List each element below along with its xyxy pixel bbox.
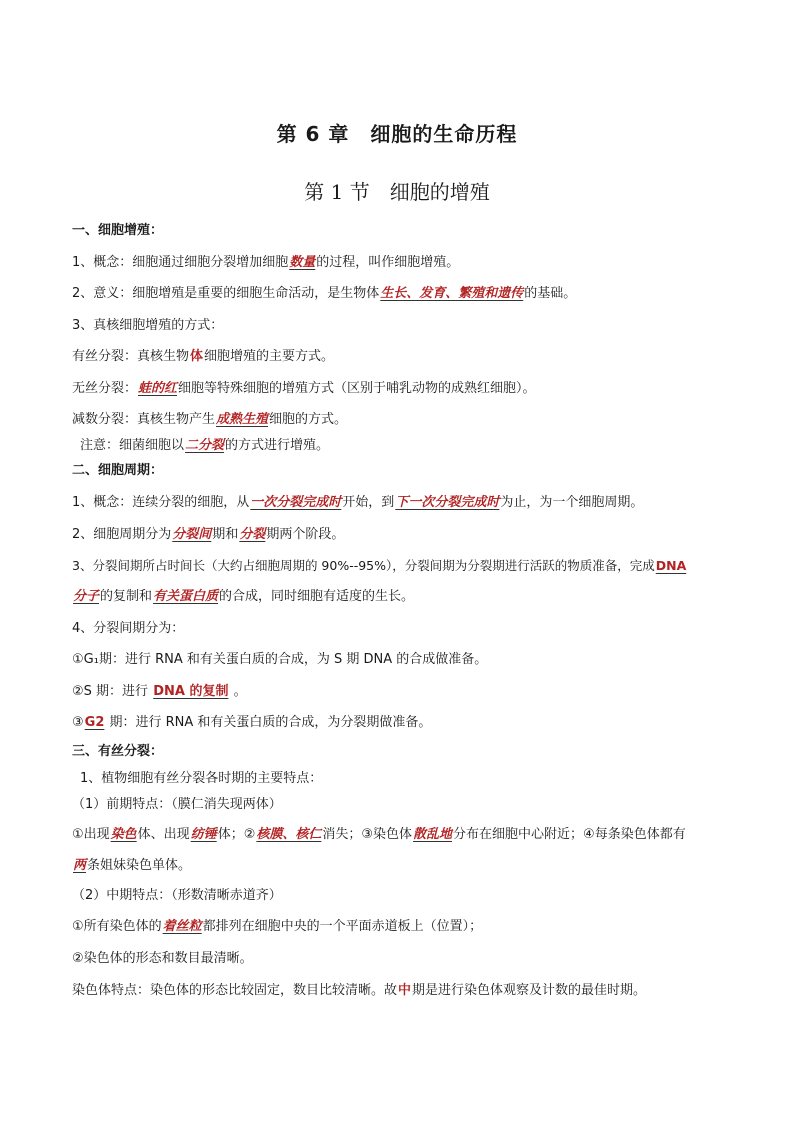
text: 无丝分裂： [72,381,138,396]
text: 1、概念：连续分裂的细胞，从 [72,495,250,510]
answer-blank: 分裂间 [172,527,212,542]
paragraph-significance [72,285,732,303]
paragraph-prophase-details-cont [72,857,732,875]
text: 的方式进行增殖。 [225,438,330,453]
answer-blank: 数量 [289,255,316,270]
heading-cell-cycle: 二、细胞周期： [72,463,164,478]
paragraph-metaphase-centromere [72,918,732,936]
text: 染色体特点：染色体的形态比较固定，数目比较清晰。故 [72,983,398,998]
paragraph-note [72,437,740,455]
paragraph-mitosis [72,348,732,366]
text: 减数分裂：真核生物产生 [72,412,216,427]
text: 2、意义：细胞增殖是重要的细胞生命活动，是生物体 [72,286,380,301]
text: 注意：细菌细胞以 [80,438,185,453]
text: ①所有染色体的 [72,919,162,934]
text: 细胞的方式。 [269,412,348,427]
paragraph-chromosome-features [72,982,732,1000]
paragraph-meiosis [72,411,732,429]
paragraph-cycle-phases [72,526,732,544]
text: 体、出现 [137,827,190,842]
text: 3、分裂间期所占时间长（大约占细胞周期的 90%--95%），分裂间期为分裂期进行活跃的物质准备，完成 [72,558,655,573]
answer-blank: 一次分裂完成时 [250,495,342,510]
text: 的过程，叫作细胞增殖。 [316,255,460,270]
answer-blank: 二分裂 [185,438,225,453]
section-title: 第 1 节 细胞的增殖 [304,180,490,204]
answer-blank: 蛙的红 [138,381,178,396]
text: 的基础。 [524,286,577,301]
text: 条姐妹染色单体。 [87,858,192,873]
text: 。 [233,684,247,699]
paragraph-modes: 3、真核细胞增殖的方式： [72,318,224,333]
answer-blank: 成熟生殖 [216,412,269,427]
text: 2、细胞周期分为 [72,527,172,542]
answer-blank: 两 [73,858,87,873]
answer-blank: G2 [84,715,105,730]
paragraph-concept [72,254,732,272]
answer-blank: 纺锤 [190,827,217,842]
paragraph-amitosis [72,380,732,398]
text: ①出现 [72,827,110,842]
text: 都排列在细胞中央的一个平面赤道板上（位置）； [202,919,483,934]
text: 为止，为一个细胞周期。 [500,495,644,510]
answer-blank: 分裂 [239,527,266,542]
text: ②S 期：进行 [72,684,149,699]
answer-blank: 有关蛋白质 [153,589,219,604]
text: 分布在细胞中心附近；④每条染色体都有 [453,827,686,842]
answer-blank: DNA [655,558,687,573]
heading-mitosis: 三、有丝分裂： [72,744,164,759]
text: ③ [72,715,84,730]
paragraph-interphase-stages: 4、分裂间期分为： [72,621,185,636]
paragraph-s-phase [72,683,732,701]
text: 期两个阶段。 [266,527,345,542]
answer-blank: 下一次分裂完成时 [395,495,500,510]
paragraph-metaphase: （2）中期特点：（形数清晰赤道齐） [72,888,282,903]
answer-blank: DNA 的复制 [153,684,229,699]
text: 期：进行 RNA 和有关蛋白质的合成，为分裂期做准备。 [109,715,432,730]
answer-blank: 染色 [110,827,137,842]
paragraph-interphase-duration [72,557,732,575]
text: 开始，到 [342,495,395,510]
text: 细胞等特殊细胞的增殖方式（区别于哺乳动物的成熟红细胞）。 [178,381,536,396]
paragraph-prophase: （1）前期特点：（膜仁消失现两体） [72,797,282,812]
paragraph-g2 [72,714,732,732]
answer-blank: 散乱地 [413,827,453,842]
answer-blank: 分子 [73,589,100,604]
paragraph-prophase-details [72,826,732,844]
answer-blank: 体 [190,349,204,364]
paragraph-cycle-concept [72,494,732,512]
text: 期是进行染色体观察及计数的最佳时期。 [412,983,647,998]
answer-blank: 中 [398,983,412,998]
text: 细胞增殖的主要方式。 [204,349,335,364]
answer-blank: 着丝粒 [162,919,202,934]
paragraph-g1: ①G₁期：进行 RNA 和有关蛋白质的合成，为 S 期 DNA 的合成做准备。 [72,652,488,667]
text: 有丝分裂：真核生物 [72,349,190,364]
text: 的合成，同时细胞有适度的生长。 [219,589,415,604]
paragraph-plant-mitosis: 1、植物细胞有丝分裂各时期的主要特点： [80,771,323,786]
paragraph-interphase-duration-cont [72,588,732,606]
chapter-title: 第 6 章 细胞的生命历程 [276,122,518,146]
text: 期和 [212,527,239,542]
text: 体；② [217,827,256,842]
paragraph-metaphase-clarity: ②染色体的形态和数目最清晰。 [72,951,253,966]
text: 1、概念：细胞通过细胞分裂增加细胞 [72,255,289,270]
answer-blank: 核膜、核仁 [256,827,322,842]
answer-blank: 生长、发育、繁殖和遗传 [380,286,524,301]
text: 的复制和 [100,589,153,604]
text: 消失；③染色体 [322,827,413,842]
heading-cell-proliferation: 一、细胞增殖： [72,223,164,238]
